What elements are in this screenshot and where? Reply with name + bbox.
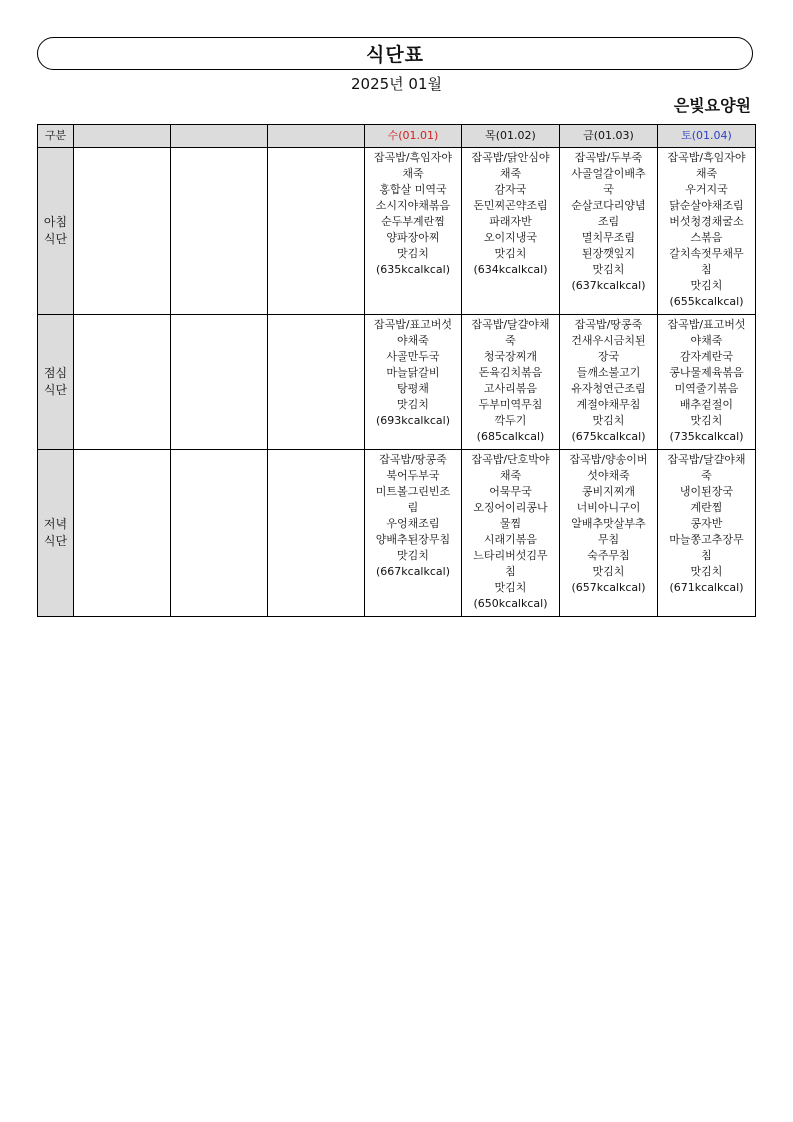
breakfast-row	[38, 148, 756, 315]
menu-item: 맛김치	[397, 247, 429, 260]
menu-item: 침	[701, 549, 712, 562]
menu-item: 알배추맛살부추	[571, 517, 646, 530]
page-title: 식단표	[37, 37, 753, 70]
menu-item: 맛김치	[592, 565, 625, 578]
menu-item: 무침	[597, 533, 620, 546]
facility-name: 은빛요양원	[673, 96, 751, 115]
menu-item: 돈육김치볶음	[478, 366, 543, 379]
menu-item: 느타리버섯김무	[473, 549, 548, 562]
menu-cell	[462, 148, 560, 315]
menu-item: 콩나물제육볶음	[669, 366, 744, 379]
menu-cell	[462, 315, 560, 450]
menu-item: 깍두기	[494, 414, 527, 427]
menu-item: 콩자반	[690, 517, 723, 530]
menu-item: (657kcalkcal)	[571, 581, 646, 594]
menu-item: 장국	[597, 350, 620, 363]
menu-item: 맛김치	[494, 581, 527, 594]
menu-item: 시래기볶음	[483, 533, 538, 546]
menu-item: 고사리볶음	[483, 382, 538, 395]
menu-item: 채죽	[695, 167, 718, 180]
menu-cell	[658, 450, 756, 617]
menu-item: (650kcalkcal)	[473, 597, 548, 610]
menu-cell	[560, 148, 658, 315]
menu-cell	[658, 148, 756, 315]
meal-label	[38, 315, 74, 450]
menu-item: (685calkcal)	[476, 430, 545, 443]
menu-item: 맛김치	[690, 279, 723, 292]
menu-cell	[268, 148, 365, 315]
menu-item: 맛김치	[592, 414, 625, 427]
corner-label: 구분	[38, 125, 74, 148]
menu-item: 계란찜	[690, 501, 723, 514]
menu-item: 멸치무조림	[581, 231, 636, 244]
meal-table	[37, 124, 756, 617]
meal-label	[38, 450, 74, 617]
menu-item: 된장깻잎지	[581, 247, 636, 260]
menu-item: 채죽	[402, 167, 424, 180]
menu-item: 계절야채무침	[576, 398, 641, 411]
menu-item: 잡곡밥/표고버섯	[667, 318, 746, 331]
menu-item: 죽	[701, 469, 712, 482]
menu-item: (635kcalkcal)	[375, 263, 450, 276]
day-header-thu: 목(01.02)	[462, 125, 560, 148]
day-header	[74, 125, 171, 148]
menu-item: 감자계란국	[679, 350, 734, 363]
menu-item: 우거지국	[685, 183, 728, 196]
menu-item: (637kcalkcal)	[571, 279, 646, 292]
menu-item: 조림	[597, 215, 620, 228]
menu-cell	[462, 450, 560, 617]
menu-cell	[171, 450, 268, 617]
menu-item: 야채죽	[397, 334, 429, 347]
menu-item: 오이지냉국	[483, 231, 538, 244]
menu-item: 림	[407, 501, 419, 514]
table-header-row	[38, 125, 756, 148]
menu-item: 갈치속젓무채무	[669, 247, 744, 260]
menu-item: 잡곡밥/땅콩죽	[379, 453, 447, 466]
menu-item: 배추겉절이	[679, 398, 734, 411]
menu-item: 잡곡밥/단호박야	[471, 453, 550, 466]
menu-item: 섯야채죽	[587, 469, 630, 482]
menu-item: 순살코다리양념	[571, 199, 646, 212]
menu-cell	[171, 148, 268, 315]
day-header-wed: 수(01.01)	[365, 125, 462, 148]
menu-item: 잡곡밥/양송이버	[569, 453, 648, 466]
meal-label-line: 식단	[43, 383, 68, 397]
month-label: 2025년 01월	[350, 75, 442, 93]
menu-item: 청국장찌개	[483, 350, 538, 363]
menu-item: 맛김치	[397, 398, 429, 411]
menu-cell	[560, 315, 658, 450]
menu-item: 잡곡밥/달걀야채	[471, 318, 550, 331]
menu-cell	[365, 315, 462, 450]
menu-item: 맛김치	[592, 263, 625, 276]
menu-item: 죽	[505, 334, 516, 347]
menu-cell	[74, 148, 171, 315]
menu-item: 양배추된장무침	[375, 533, 451, 546]
menu-item: 탕평채	[397, 382, 429, 395]
menu-item: 어묵무국	[489, 485, 532, 498]
menu-item: 채죽	[499, 167, 522, 180]
menu-item: (693kcalkcal)	[375, 414, 450, 427]
menu-cell	[268, 315, 365, 450]
meal-label-line: 아침	[43, 215, 68, 229]
menu-item: 맛김치	[690, 414, 723, 427]
menu-item: 잡곡밥/표고버섯	[373, 318, 453, 331]
menu-item: 냉이된장국	[679, 485, 734, 498]
menu-item: 건새우시금치된	[571, 334, 646, 347]
menu-item: 두부미역무침	[478, 398, 543, 411]
menu-item: 스볶음	[690, 231, 723, 244]
menu-item: 우엉채조림	[386, 517, 440, 530]
menu-item: 미역줄기볶음	[674, 382, 739, 395]
menu-item: 닭순살야채조림	[669, 199, 744, 212]
menu-item: 사골만두국	[386, 350, 440, 363]
menu-item: 미트볼그린빈조	[375, 485, 451, 498]
menu-item: 잡곡밥/닭안심야	[471, 151, 550, 164]
meal-label	[38, 148, 74, 315]
day-header-sat: 토(01.04)	[658, 125, 756, 148]
menu-item: 야채죽	[690, 334, 723, 347]
menu-item: 순두부계란찜	[381, 215, 445, 228]
menu-item: 버섯청경채굴소	[669, 215, 744, 228]
menu-item: 국	[603, 183, 614, 196]
menu-item: 잡곡밥/흑임자야	[667, 151, 746, 164]
menu-cell	[74, 450, 171, 617]
menu-item: 너비아니구이	[576, 501, 641, 514]
menu-item: 맛김치	[397, 549, 429, 562]
menu-item: (667kcalkcal)	[375, 565, 450, 578]
menu-cell	[74, 315, 171, 450]
menu-cell	[268, 450, 365, 617]
menu-item: 잡곡밥/두부죽	[574, 151, 643, 164]
meal-label-line: 식단	[43, 232, 68, 246]
meal-label-line: 저녁	[43, 517, 68, 531]
menu-item: 소시지야채볶음	[375, 199, 451, 212]
menu-item: 맛김치	[494, 247, 527, 260]
menu-item: 마늘쫑고추장무	[669, 533, 744, 546]
menu-item: 파래자반	[489, 215, 532, 228]
menu-item: 들깨소불고기	[576, 366, 641, 379]
menu-item: 사골얼갈이배추	[571, 167, 646, 180]
menu-item: (735kcalkcal)	[669, 430, 744, 443]
menu-item: 채죽	[499, 469, 522, 482]
menu-item: 잡곡밥/흑임자야	[373, 151, 453, 164]
menu-cell	[171, 315, 268, 450]
menu-item: 잡곡밥/달걀야채	[667, 453, 746, 466]
meal-label-line: 점심	[43, 366, 68, 380]
menu-item: 마늘닭갈비	[386, 366, 440, 379]
day-header-fri: 금(01.03)	[560, 125, 658, 148]
lunch-row	[38, 315, 756, 450]
menu-item: 유자청연근조림	[571, 382, 646, 395]
menu-item: (675kcalkcal)	[571, 430, 646, 443]
menu-item: (634kcalkcal)	[473, 263, 548, 276]
menu-item: 홍합살 미역국	[379, 183, 447, 196]
meal-label-line: 식단	[43, 534, 68, 548]
menu-item: 잡곡밥/땅콩죽	[574, 318, 643, 331]
menu-item: 오징어이리콩나	[473, 501, 548, 514]
menu-item: 북어두부국	[386, 469, 440, 482]
menu-item: 콩비지찌개	[581, 485, 636, 498]
menu-item: (671kcalkcal)	[669, 581, 744, 594]
menu-cell	[365, 148, 462, 315]
menu-item: 숙주무침	[587, 549, 630, 562]
menu-cell	[658, 315, 756, 450]
menu-item: 침	[505, 565, 516, 578]
day-header	[171, 125, 268, 148]
dinner-row	[38, 450, 756, 617]
menu-item: 맛김치	[690, 565, 723, 578]
day-header	[268, 125, 365, 148]
menu-cell	[560, 450, 658, 617]
menu-item: 감자국	[494, 183, 527, 196]
menu-item: 양파장아찌	[386, 231, 440, 244]
menu-item: (655kcalkcal)	[669, 295, 744, 308]
menu-item: 돈민찌곤약조림	[473, 199, 548, 212]
menu-item: 물찜	[499, 517, 522, 530]
menu-item: 침	[701, 263, 712, 276]
menu-cell	[365, 450, 462, 617]
